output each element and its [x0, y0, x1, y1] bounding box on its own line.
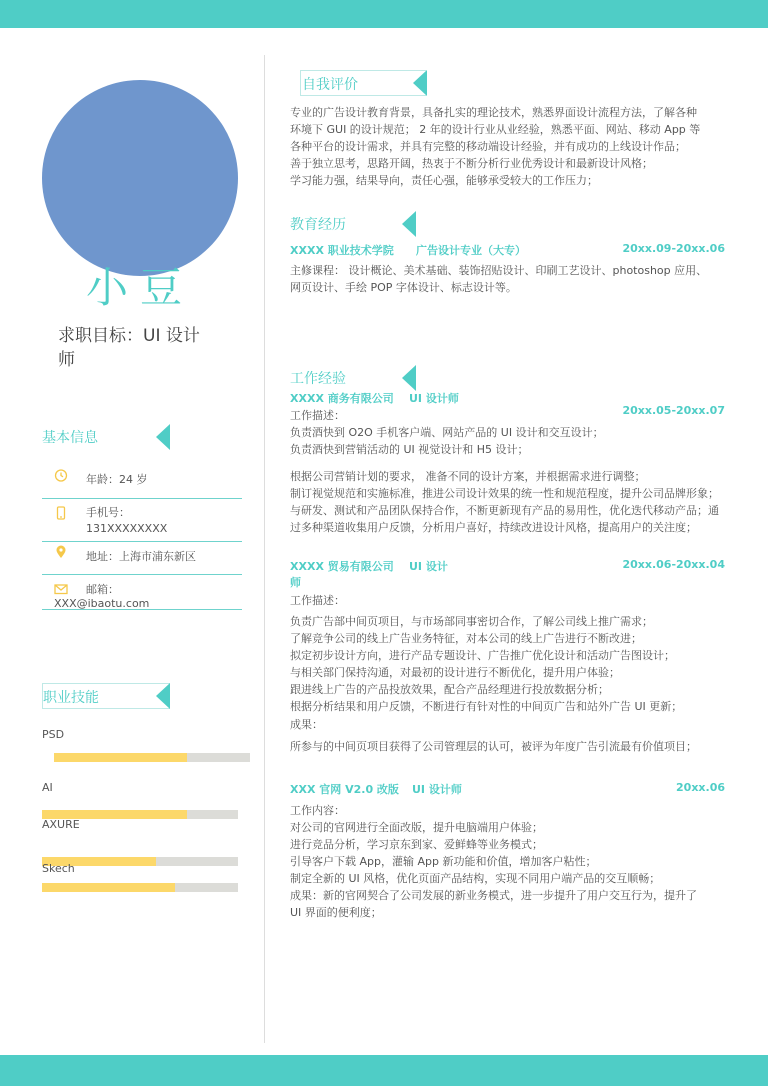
triangle-marker-icon — [413, 70, 427, 96]
column-divider — [264, 55, 265, 1043]
section-title: 自我评价 — [302, 77, 358, 93]
text-line: 与相关部门保持沟通，对最初的设计进行不断优化，提升用户体验； — [290, 666, 620, 679]
education-title-row — [290, 242, 725, 258]
text-line: 专业的广告设计教育背景，具备扎实的理论技术，熟悉界面设计流程方法，了解各种 — [290, 106, 697, 119]
job2-desc-label: 工作描述： — [290, 594, 345, 607]
education-courses — [290, 262, 740, 296]
triangle-marker-icon — [402, 211, 416, 237]
text-line: 制定全新的 UI 风格，优化页面产品结构，实现不同用户端产品的交互顺畅； — [290, 872, 661, 885]
text-line: 负责酒快到营销活动的 UI 视觉设计和 H5 设计； — [290, 443, 529, 456]
text-line: 网页设计、手绘 POP 字体设计、标志设计等。 — [290, 281, 517, 294]
school-name: XXXX 职业技术学院 — [290, 244, 394, 257]
text-line: 主修课程： 设计概论、美术基础、装饰招贴设计、印刷工艺设计、photoshop 应用、 — [290, 264, 708, 277]
job3-title-row — [290, 781, 725, 797]
phone-icon — [54, 506, 68, 520]
text-line: 拟定初步设计方向，进行产品专题设计、广告推广优化设计和活动广告图设计； — [290, 649, 675, 662]
section-header-work — [290, 365, 418, 391]
job3-date: 20xx.06 — [676, 781, 725, 794]
skill-bar-psd — [54, 753, 250, 762]
skill-fill — [54, 753, 187, 762]
job1-desc-b — [290, 468, 745, 536]
section-header-skills — [42, 683, 170, 709]
text-line: 根据分析结果和用户反馈，不断进行有针对性的中间页广告和站外广告 UI 更新； — [290, 700, 683, 713]
text-line: 各种平台的设计需求，并具有完整的移动端设计经验，并有成功的上线设计作品； — [290, 140, 686, 153]
section-title: 工作经验 — [290, 371, 346, 387]
clock-icon — [54, 468, 68, 482]
skill-name-axure: AXURE — [42, 818, 80, 831]
self-eval-text — [290, 104, 740, 189]
skill-fill — [42, 883, 175, 892]
text-line: 善于独立思考，思路开阔，热衷于不断分析行业优秀设计和最新设计风格； — [290, 157, 653, 170]
text-line: 负责广告部中间页项目，与市场部同事密切合作，了解公司线上推广需求； — [290, 615, 653, 628]
phone-label: 手机号： — [86, 506, 130, 519]
info-row-address — [42, 545, 242, 575]
job-objective — [58, 324, 238, 372]
job3-desc — [290, 802, 740, 921]
company-name: XXX 官网 V2.0 改版 — [290, 783, 399, 796]
text-line: 工作内容： — [290, 804, 345, 817]
triangle-marker-icon — [156, 683, 170, 709]
text-line: 成果：新的官网契合了公司发展的新业务模式，进一步提升了用户交互行为，提升了 — [290, 889, 697, 902]
email-value[interactable]: XXX@ibaotu.com — [54, 597, 150, 610]
text-line: 进行竞品分析，学习京东到家、爱鲜蜂等业务模式； — [290, 838, 543, 851]
job1-date: 20xx.05-20xx.07 — [622, 404, 725, 417]
text-line: 学习能力强，结果导向，责任心强，能够承受较大的工作压力； — [290, 174, 598, 187]
section-header-education — [290, 211, 418, 237]
text-line: 环境下 GUI 的设计规范； 2 年的设计行业从业经验，熟悉平面、网站、移动 App 等 — [290, 123, 701, 136]
location-pin-icon — [54, 545, 68, 559]
job-objective-line1: 求职目标：UI 设计 — [58, 326, 200, 346]
age-text: 年龄：24 岁 — [86, 473, 148, 486]
job1-desc-label: 工作描述： — [290, 409, 345, 422]
section-title: 职业技能 — [43, 690, 99, 706]
text-line: 与研发、测试和产品团队保持合作，不断更新现有产品的易用性，优化迭代移动产品；通 — [290, 504, 719, 517]
address-text: 地址：上海市浦东新区 — [86, 550, 196, 563]
email-label: 邮箱： — [86, 583, 119, 596]
text-line: 过多种渠道收集用户反馈，分析用户喜好，持续改进设计风格，提高用户的关注度； — [290, 521, 697, 534]
job1-desc-a — [290, 424, 740, 458]
section-header-self-eval — [300, 70, 426, 96]
text-line: 引导客户下载 App，灌输 App 新功能和价值，增加客户粘性； — [290, 855, 597, 868]
profile-name: 小豆 — [85, 263, 194, 312]
skill-name-ai: AI — [42, 781, 53, 794]
job2-result: 所参与的中间页项目获得了公司管理层的认可，被评为年度广告引流最有价值项目； — [290, 740, 697, 753]
phone-value[interactable]: 131XXXXXXXX — [86, 522, 168, 535]
info-row-age — [42, 466, 242, 499]
text-line: 跟进线上广告的产品投放效果，配合产品经理进行投放数据分析； — [290, 683, 609, 696]
education-date: 20xx.09-20xx.06 — [622, 242, 725, 255]
section-title: 教育经历 — [290, 217, 346, 233]
bottom-color-band — [0, 1055, 768, 1086]
top-color-band — [0, 0, 768, 28]
info-row-phone — [42, 504, 242, 542]
company-name: XXXX 贸易有限公司 — [290, 560, 394, 573]
job-title: UI 设计 — [409, 560, 448, 573]
text-line: 根据公司营销计划的要求， 准备不同的设计方案，并根据需求进行调整； — [290, 470, 646, 483]
skill-bar-skech — [42, 883, 238, 892]
job-title: UI 设计师 — [412, 783, 462, 796]
info-row-email — [42, 582, 242, 610]
text-line: 制订视觉规范和实施标准，推进公司设计效果的统一性和规范程度，提升公司品牌形象； — [290, 487, 719, 500]
avatar — [42, 80, 238, 276]
job-title: UI 设计师 — [409, 392, 459, 405]
job2-date: 20xx.06-20xx.04 — [622, 558, 725, 571]
triangle-marker-icon — [402, 365, 416, 391]
text-line: UI 界面的便利度； — [290, 906, 382, 919]
job2-title-wrap — [290, 574, 725, 590]
major-name: 广告设计专业（大专） — [416, 244, 526, 257]
section-header-basic-info — [42, 424, 170, 450]
text-line: 了解竞争公司的线上广告业务特征，对本公司的线上广告进行不断改进； — [290, 632, 642, 645]
section-title: 基本信息 — [42, 430, 98, 446]
job-title-wrap: 师 — [290, 576, 301, 589]
job2-title-row — [290, 558, 725, 574]
company-name: XXXX 商务有限公司 — [290, 392, 394, 405]
job-objective-line2: 师 — [58, 350, 75, 370]
envelope-icon — [54, 582, 68, 596]
text-line: 负责酒快到 O2O 手机客户端、网站产品的 UI 设计和交互设计； — [290, 426, 604, 439]
job2-desc — [290, 613, 740, 715]
text-line: 对公司的官网进行全面改版，提升电脑端用户体验； — [290, 821, 543, 834]
job2-result-label: 成果： — [290, 718, 323, 731]
skill-name-skech: Skech — [42, 862, 75, 875]
skill-name-psd: PSD — [42, 728, 65, 741]
triangle-marker-icon — [156, 424, 170, 450]
